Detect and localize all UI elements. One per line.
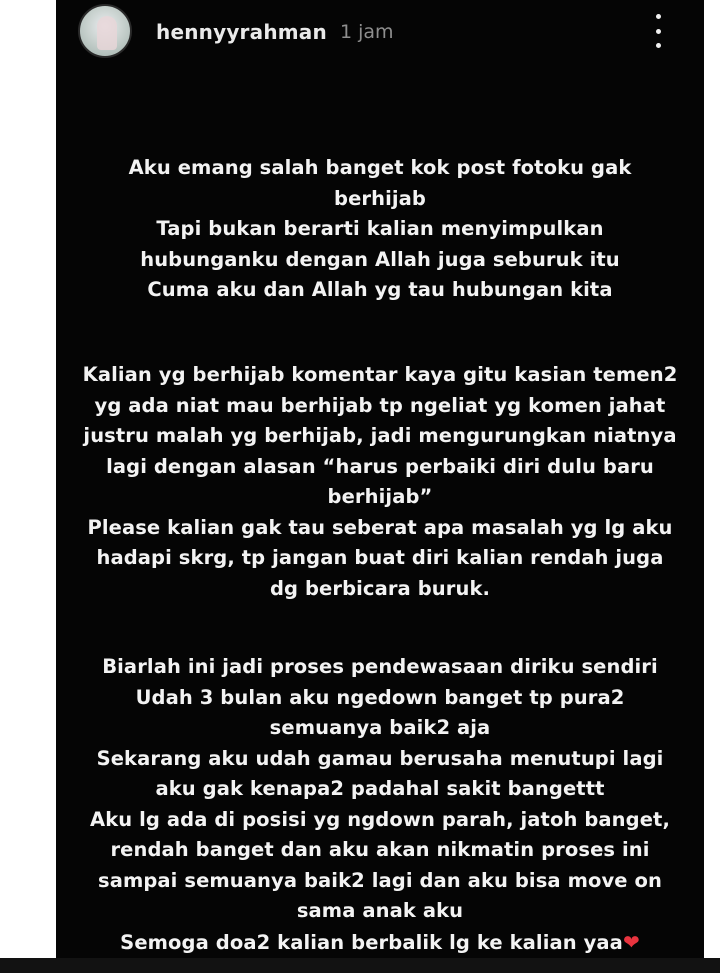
text-line: sampai semuanya baik2 lagi dan aku bisa move on: [97, 868, 662, 892]
heart-icon: ❤: [622, 929, 640, 954]
menu-dot: [656, 29, 661, 34]
text-line: hadapi skrg, tp jangan buat diri kalian rendah juga: [96, 546, 664, 569]
text-line: semuanya baik2 aja: [269, 716, 491, 739]
username[interactable]: hennyyrahman: [156, 20, 327, 44]
text-line: sama anak aku: [296, 899, 464, 922]
text-line: berhijab”: [327, 485, 433, 508]
closing-text: Semoga doa2 kalian berbalik lg ke kalian yaa: [120, 930, 623, 954]
text-line: Kalian yg berhijab komentar kaya gitu kasian temen2: [82, 363, 678, 386]
instagram-story: [56, 0, 704, 958]
post-time: 1 jam: [340, 21, 394, 43]
text-line: aku gak kenapa2 padahal sakit bangettt: [155, 777, 605, 800]
page-margin: [704, 0, 720, 958]
story-paragraph-3: [56, 652, 704, 958]
story-paragraph-1: [56, 153, 704, 306]
text-line: rendah banget dan aku akan nikmatin proses ini: [110, 838, 650, 861]
text-line: hubunganku dengan Allah juga seburuk itu: [140, 247, 620, 271]
more-vertical-icon[interactable]: [646, 14, 670, 48]
avatar-photo: [97, 16, 117, 50]
menu-dot: [656, 43, 661, 48]
text-line: Aku lg ada di posisi yg ngdown parah, jatoh banget,: [90, 807, 670, 831]
text-line: yg ada niat mau berhijab tp ngeliat yg komen jahat: [94, 393, 666, 417]
text-line: Aku emang salah banget kok post fotoku gak: [128, 156, 632, 179]
text-line: Please kalian gak tau seberat apa masalah yg lg aku: [87, 515, 673, 539]
text-line: dg berbicara buruk.: [269, 576, 491, 600]
text-line: justru malah yg berhijab, jadi mengurungkan niatnya: [83, 424, 677, 447]
menu-dot: [656, 14, 661, 19]
text-line: Cuma aku dan Allah yg tau hubungan kita: [147, 278, 613, 301]
text-line: berhijab: [334, 186, 426, 210]
text-line-last: [56, 927, 704, 959]
story-paragraph-2: [56, 360, 704, 604]
text-line: Biarlah ini jadi proses pendewasaan diriku sendiri: [102, 655, 658, 678]
text-line: Sekarang aku udah gamau berusaha menutupi lagi: [96, 746, 664, 770]
bottom-bar: [0, 958, 720, 973]
text-line: Tapi bukan berarti kalian menyimpulkan: [156, 217, 604, 240]
text-line: Udah 3 bulan aku ngedown banget tp pura2: [135, 685, 625, 709]
story-header: [56, 0, 704, 66]
text-line: lagi dengan alasan “harus perbaiki diri dulu baru: [106, 454, 654, 478]
avatar[interactable]: [78, 4, 132, 58]
